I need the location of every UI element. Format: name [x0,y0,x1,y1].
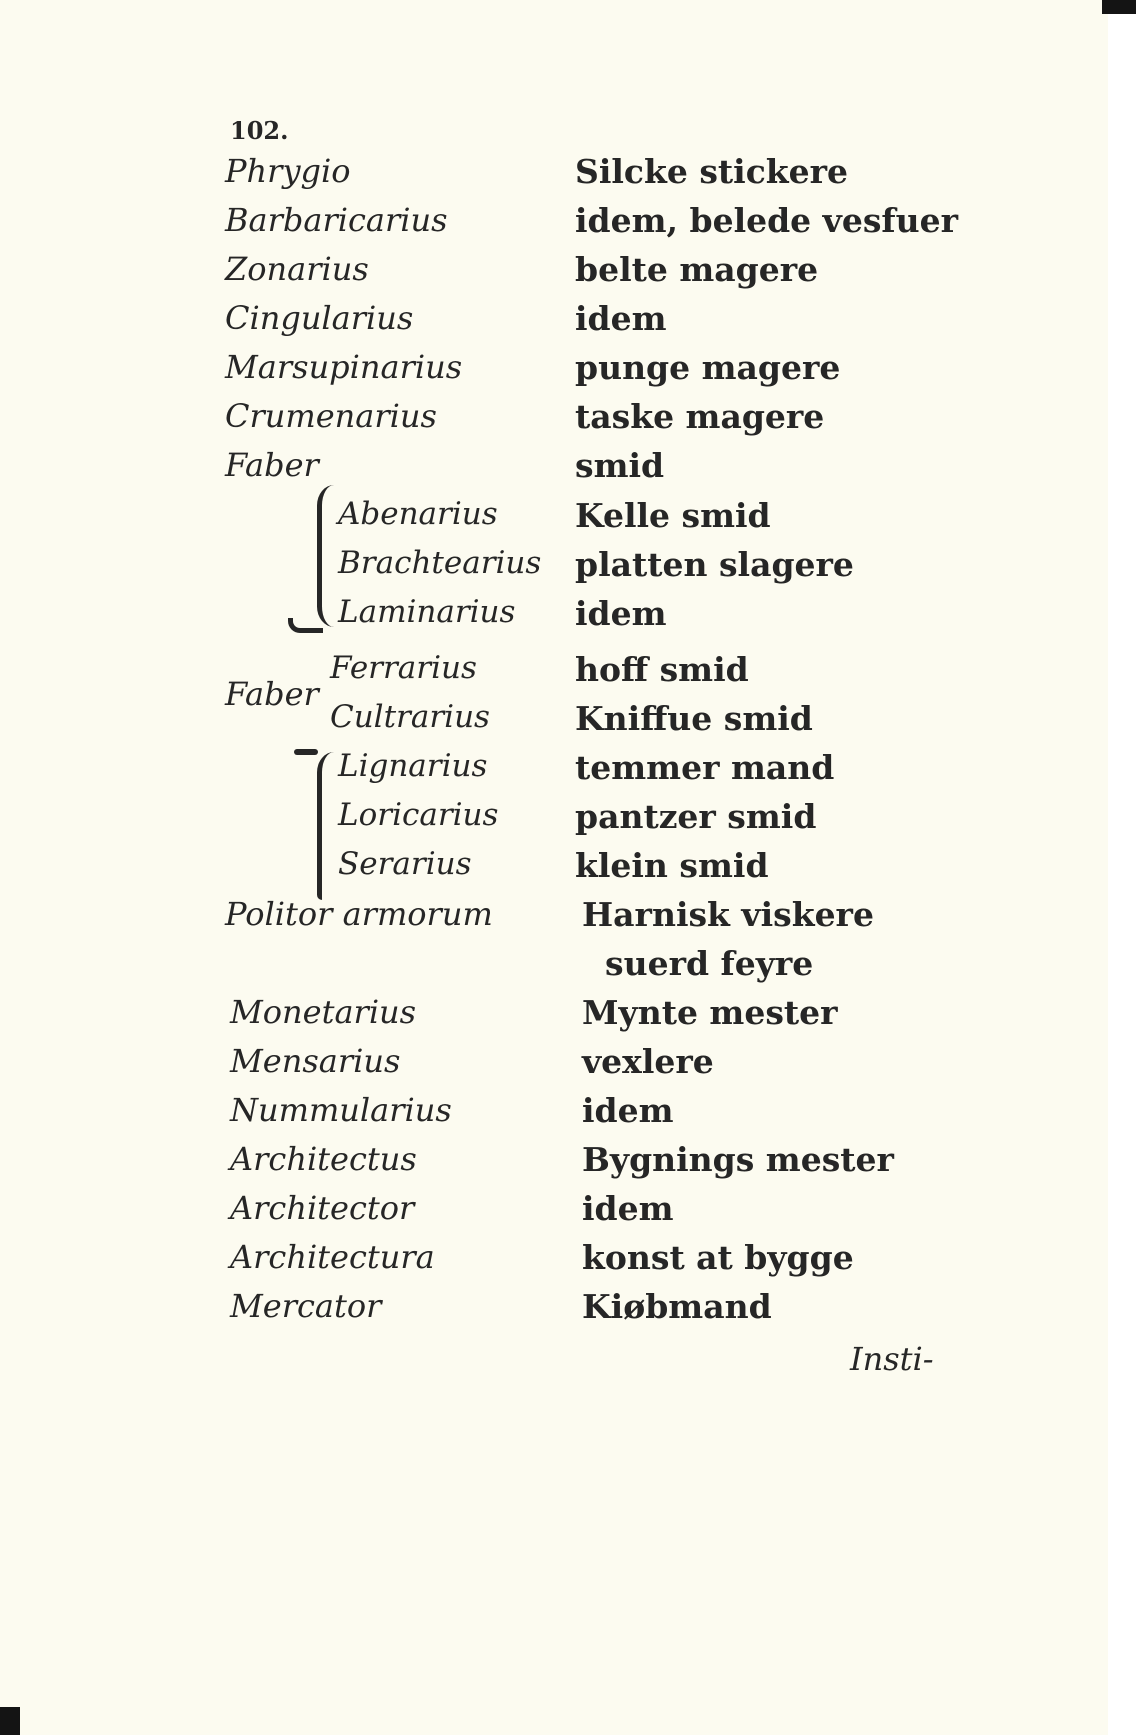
latin-term: Crumenarius [225,397,437,435]
danish-term: Kelle smid [575,496,771,535]
danish-term: temmer mand [575,748,835,787]
danish-term: vexlere [582,1042,714,1081]
danish-term: Mynte mester [582,993,838,1032]
latin-term: Loricarius [338,797,499,833]
catchword: Insti- [850,1340,934,1378]
latin-term: Zonarius [225,250,369,288]
danish-term: idem [575,299,667,338]
scan-margin-strip [1108,0,1136,1735]
latin-term: Abenarius [338,496,498,532]
danish-term: taske magere [575,397,825,436]
latin-term: Nummularius [230,1091,452,1129]
latin-term: Lignarius [338,748,488,784]
latin-term: Mensarius [230,1042,401,1080]
danish-term: belte magere [575,250,819,289]
danish-term: konst at bygge [582,1238,854,1277]
latin-term: Faber [225,446,319,484]
danish-term: idem [582,1091,674,1130]
danish-term: platten slagere [575,545,854,584]
danish-term: Harnisk viskere [582,895,874,934]
danish-term-continued: suerd feyre [605,944,814,983]
latin-term: Architector [230,1189,415,1227]
danish-term: Kniffue smid [575,699,813,738]
danish-term: idem [582,1189,674,1228]
danish-term: punge magere [575,348,841,387]
danish-term: hoff smid [575,650,749,689]
danish-term: idem, belede vesfuer [575,201,958,240]
danish-term: Bygnings mester [582,1140,894,1179]
latin-term: Ferrarius [330,650,477,686]
danish-term: pantzer smid [575,797,817,836]
latin-term: Cingularius [225,299,414,337]
latin-term: Barbaricarius [225,201,448,239]
latin-term: Cultrarius [330,699,490,735]
latin-term: Brachtearius [338,545,542,581]
danish-term: Kiøbmand [582,1287,772,1326]
danish-term: klein smid [575,846,769,885]
scan-corner-mark [1102,0,1136,14]
latin-term: Architectura [230,1238,435,1276]
danish-term: smid [575,446,665,485]
latin-term: Politor armorum [225,895,493,933]
page-number: 102. [230,116,289,145]
bracket-faber-group-1 [317,485,334,627]
latin-term: Marsupinarius [225,348,463,386]
latin-term: Mercator [230,1287,382,1325]
latin-term-faber: Faber [225,675,319,713]
latin-term: Phrygio [225,152,351,190]
latin-term: Monetarius [230,993,417,1031]
latin-term: Architectus [230,1140,417,1178]
latin-term: Serarius [338,846,472,882]
scan-corner-mark [0,1707,20,1735]
glossary-page [220,105,960,1395]
bracket-tail [294,749,318,755]
bracket-tail [288,618,323,633]
danish-term: idem [575,594,667,633]
latin-term: Laminarius [338,594,516,630]
bracket-faber-group-3 [317,752,334,900]
danish-term: Silcke stickere [575,152,849,191]
